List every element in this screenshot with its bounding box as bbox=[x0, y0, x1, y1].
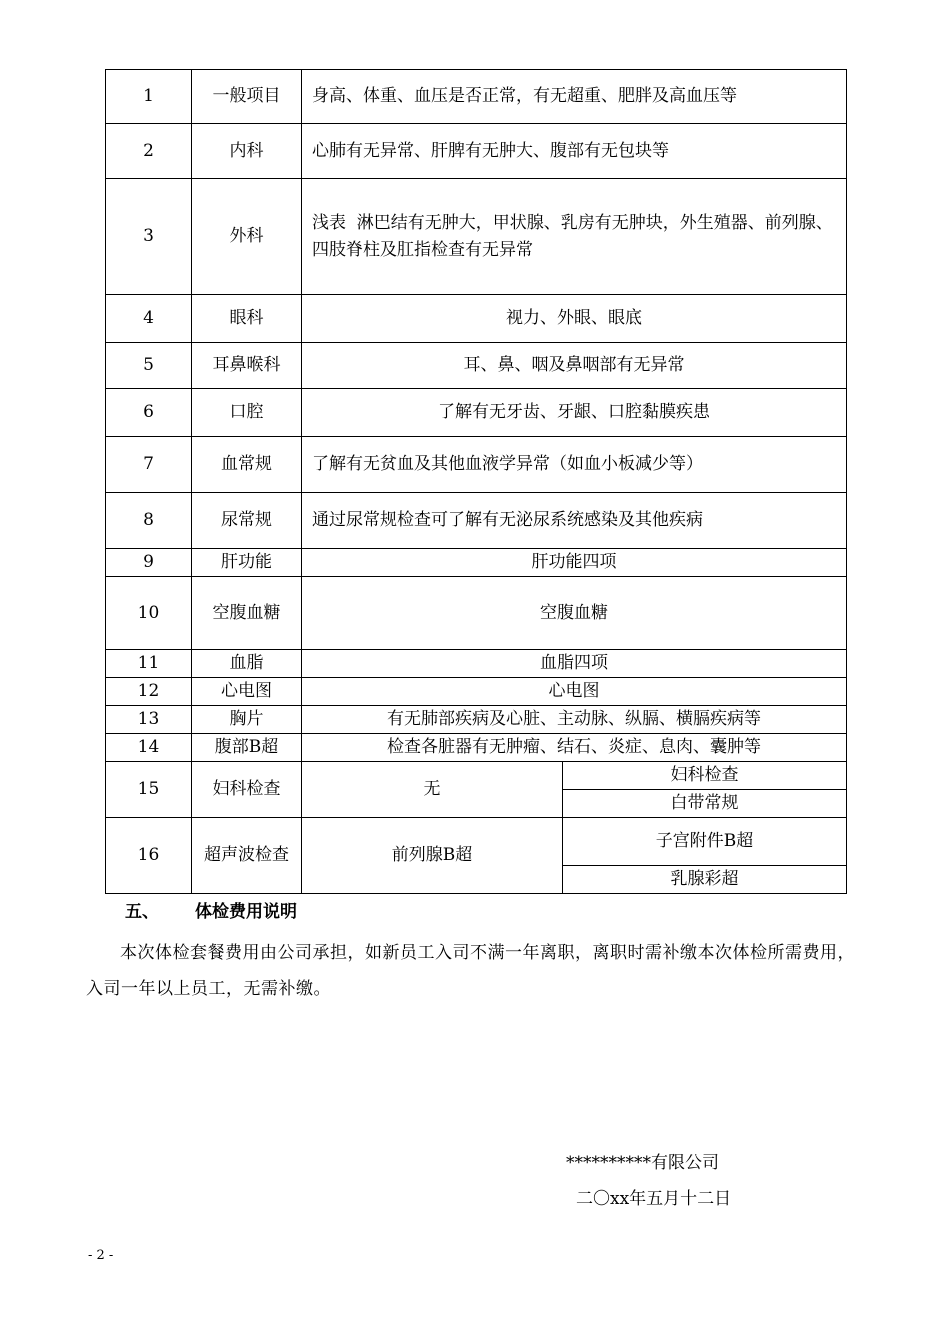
exam-description: 心电图 bbox=[302, 678, 847, 706]
exam-description: 耳、鼻、咽及鼻咽部有无异常 bbox=[302, 343, 847, 389]
row-number: 2 bbox=[106, 124, 192, 179]
female-exam: 白带常规 bbox=[563, 790, 847, 818]
exam-item: 口腔 bbox=[192, 389, 302, 437]
exam-item: 尿常规 bbox=[192, 493, 302, 549]
exam-item: 血脂 bbox=[192, 650, 302, 678]
table-row bbox=[106, 762, 847, 790]
section-title: 体检费用说明 bbox=[195, 902, 297, 922]
table-row bbox=[106, 734, 847, 762]
exam-item: 超声波检查 bbox=[192, 818, 302, 894]
exam-description: 通过尿常规检查可了解有无泌尿系统感染及其他疾病 bbox=[302, 493, 847, 549]
company-name: **********有限公司 bbox=[566, 1153, 719, 1173]
table-row bbox=[106, 389, 847, 437]
table-row bbox=[106, 343, 847, 389]
table-row bbox=[106, 124, 847, 179]
exam-description: 了解有无牙齿、牙龈、口腔黏膜疾患 bbox=[302, 389, 847, 437]
fee-paragraph: 本次体检套餐费用由公司承担，如新员工入司不满一年离职，离职时需补缴本次体检所需费用，入司一年以上员工，无需补缴。 bbox=[86, 943, 855, 999]
row-number: 6 bbox=[106, 389, 192, 437]
row-number: 15 bbox=[106, 762, 192, 818]
row-number: 14 bbox=[106, 734, 192, 762]
exam-item: 胸片 bbox=[192, 706, 302, 734]
exam-description: 视力、外眼、眼底 bbox=[302, 295, 847, 343]
exam-description: 检查各脏器有无肿瘤、结石、炎症、息肉、囊肿等 bbox=[302, 734, 847, 762]
row-number: 5 bbox=[106, 343, 192, 389]
exam-item: 眼科 bbox=[192, 295, 302, 343]
table-row bbox=[106, 678, 847, 706]
row-number: 11 bbox=[106, 650, 192, 678]
exam-description: 空腹血糖 bbox=[302, 577, 847, 650]
exam-description: 肝功能四项 bbox=[302, 549, 847, 577]
table-row bbox=[106, 70, 847, 124]
exam-description: 了解有无贫血及其他血液学异常（如血小板减少等） bbox=[302, 437, 847, 493]
table-row bbox=[106, 295, 847, 343]
exam-description: 身高、体重、血压是否正常，有无超重、肥胖及高血压等 bbox=[302, 70, 847, 124]
table-row bbox=[106, 650, 847, 678]
exam-description: 浅表 淋巴结有无肿大，甲状腺、乳房有无肿块，外生殖器、前列腺、四肢脊柱及肛指检查有无异常 bbox=[302, 179, 847, 295]
row-number: 16 bbox=[106, 818, 192, 894]
exam-item: 肝功能 bbox=[192, 549, 302, 577]
row-number: 7 bbox=[106, 437, 192, 493]
table-row bbox=[106, 437, 847, 493]
exam-item: 内科 bbox=[192, 124, 302, 179]
exam-item: 空腹血糖 bbox=[192, 577, 302, 650]
row-number: 8 bbox=[106, 493, 192, 549]
exam-item: 腹部B超 bbox=[192, 734, 302, 762]
exam-description: 有无肺部疾病及心脏、主动脉、纵膈、横膈疾病等 bbox=[302, 706, 847, 734]
female-exam: 乳腺彩超 bbox=[563, 866, 847, 894]
exam-item: 心电图 bbox=[192, 678, 302, 706]
exam-item: 外科 bbox=[192, 179, 302, 295]
row-number: 1 bbox=[106, 70, 192, 124]
section-heading bbox=[125, 897, 297, 922]
table-row bbox=[106, 179, 847, 295]
exam-item: 耳鼻喉科 bbox=[192, 343, 302, 389]
exam-item: 血常规 bbox=[192, 437, 302, 493]
section-number: 五、 bbox=[125, 902, 159, 922]
row-number: 10 bbox=[106, 577, 192, 650]
exam-items-table bbox=[105, 69, 847, 894]
exam-description: 心肺有无异常、肝脾有无肿大、腹部有无包块等 bbox=[302, 124, 847, 179]
male-exam: 前列腺B超 bbox=[302, 818, 563, 894]
row-number: 3 bbox=[106, 179, 192, 295]
document-date: 二〇xx年五月十二日 bbox=[576, 1189, 732, 1209]
table-row bbox=[106, 706, 847, 734]
table-row bbox=[106, 493, 847, 549]
female-exam: 妇科检查 bbox=[563, 762, 847, 790]
exam-item: 妇科检查 bbox=[192, 762, 302, 818]
row-number: 13 bbox=[106, 706, 192, 734]
row-number: 12 bbox=[106, 678, 192, 706]
male-exam: 无 bbox=[302, 762, 563, 818]
table-row bbox=[106, 818, 847, 866]
exam-item: 一般项目 bbox=[192, 70, 302, 124]
table-row bbox=[106, 577, 847, 650]
row-number: 9 bbox=[106, 549, 192, 577]
exam-description: 血脂四项 bbox=[302, 650, 847, 678]
female-exam: 子宫附件B超 bbox=[563, 818, 847, 866]
table-row bbox=[106, 549, 847, 577]
page-number: - 2 - bbox=[88, 1248, 114, 1263]
row-number: 4 bbox=[106, 295, 192, 343]
